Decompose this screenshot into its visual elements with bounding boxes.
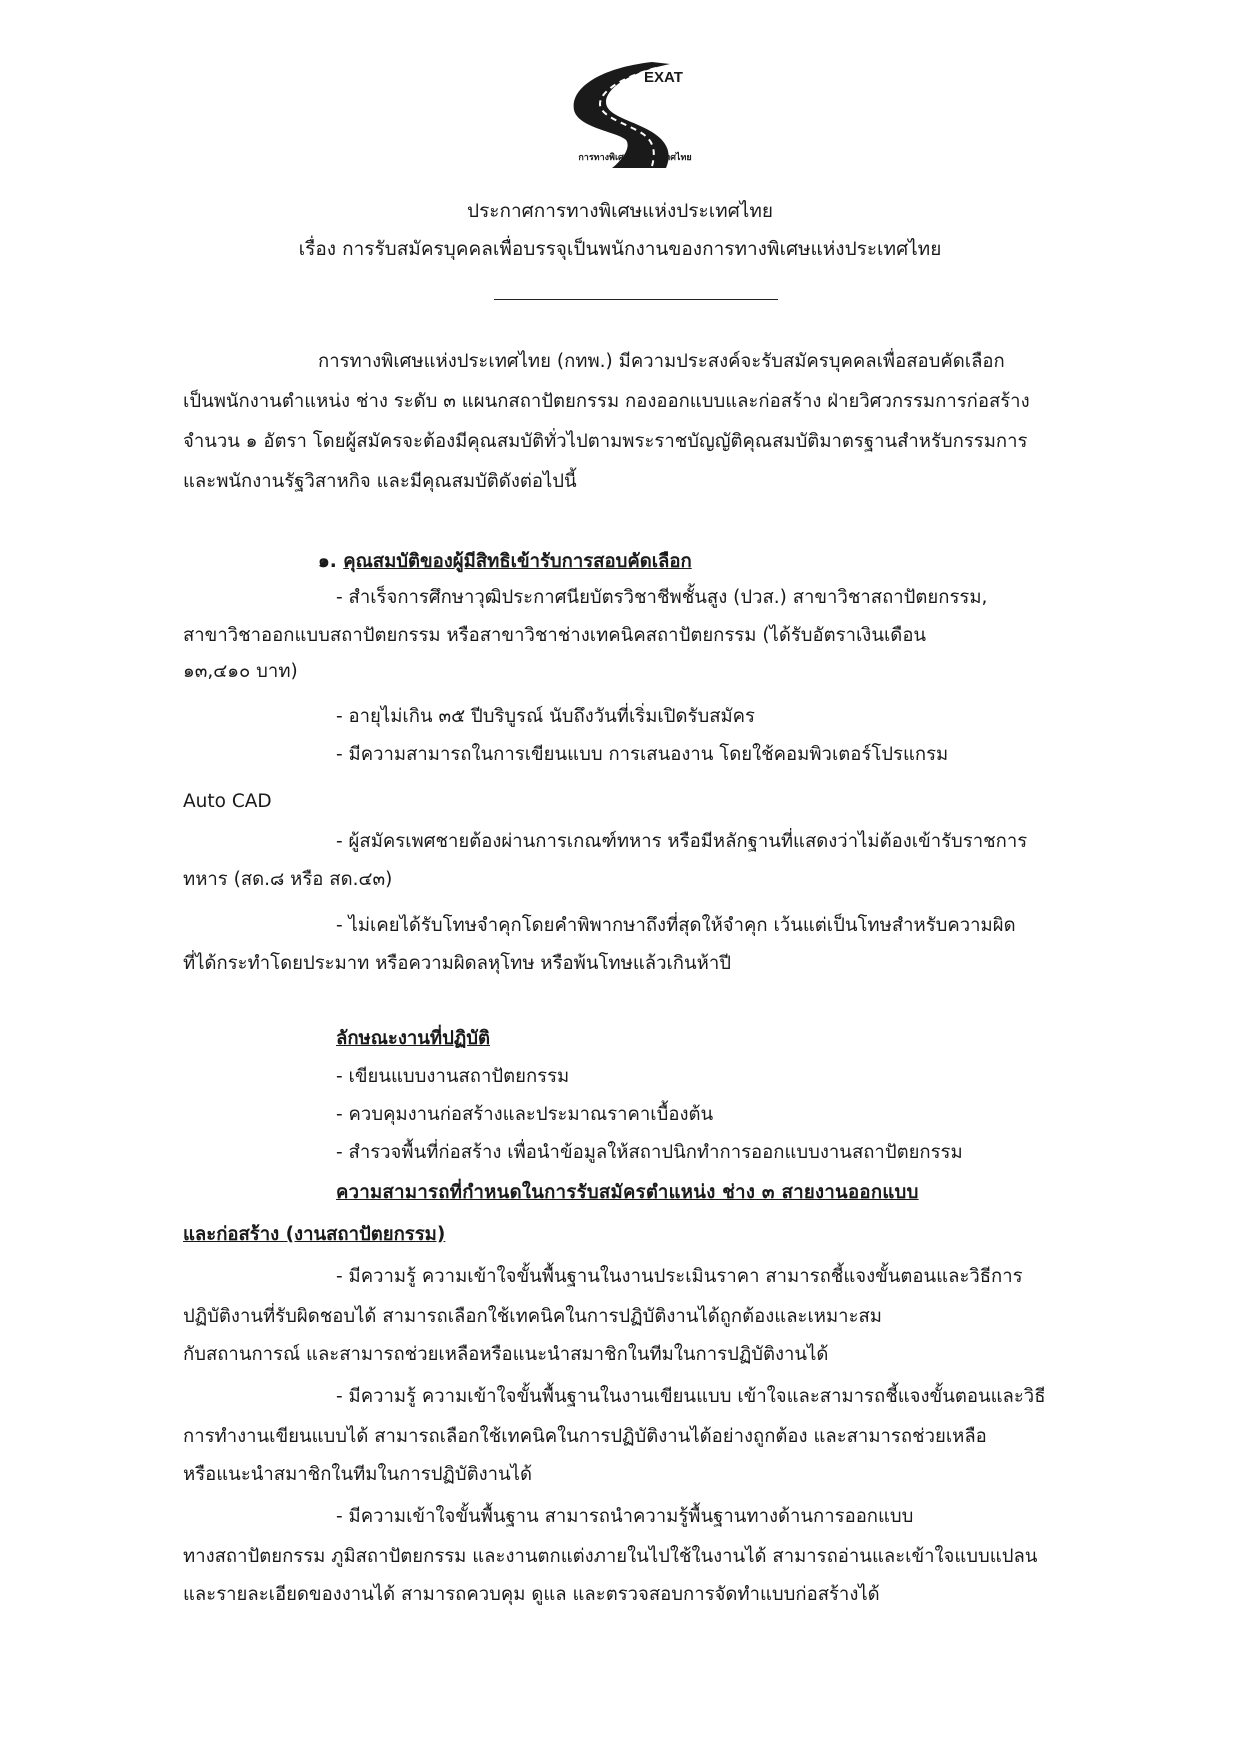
qualification-line: ๑๓,๔๑๐ บาท) <box>183 661 298 682</box>
section-1-title: คุณสมบัติของผู้มีสิทธิเข้ารับการสอบคัดเลือก <box>343 551 692 572</box>
ability-line: - มีความรู้ ความเข้าใจขั้นพื้นฐานในงานเขียนแบบ เข้าใจและสามารถชี้แจงขั้นตอนและวิธี <box>336 1386 1046 1407</box>
ability-line: ปฏิบัติงานที่รับผิดชอบได้ สามารถเลือกใช้เทคนิคในการปฏิบัติงานได้ถูกต้องและเหมาะสม <box>183 1306 882 1327</box>
qualification-line: - อายุไม่เกิน ๓๕ ปีบริบูรณ์ นับถึงวันที่เริ่มเปิดรับสมัคร <box>336 706 755 727</box>
abilities-title: ความสามารถที่กำหนดในการรับสมัครตำแหน่ง ช่าง ๓ สายงานออกแบบ <box>336 1182 919 1203</box>
abilities-title-continued: และก่อสร้าง (งานสถาปัตยกรรม) <box>183 1224 446 1245</box>
ability-line: การทำงานเขียนแบบได้ สามารถเลือกใช้เทคนิคในการปฏิบัติงานได้อย่างถูกต้อง และสามารถช่วยเหลือ <box>183 1426 987 1447</box>
ability-line: และรายละเอียดของงานได้ สามารถควบคุม ดูแล และตรวจสอบการจัดทำแบบก่อสร้างได้ <box>183 1584 880 1605</box>
section-1-number: ๑. <box>318 551 337 572</box>
ability-line: ทางสถาปัตยกรรม ภูมิสถาปัตยกรรม และงานตกแต่งภายในไปใช้ในงานได้ สามารถอ่านและเข้าใจแบบแปลน <box>183 1546 1038 1567</box>
title-divider <box>494 299 778 300</box>
duty-item: - เขียนแบบงานสถาปัตยกรรม <box>336 1066 570 1087</box>
logo-text: EXAT <box>644 69 683 86</box>
ability-line: หรือแนะนำสมาชิกในทีมในการปฏิบัติงานได้ <box>183 1464 532 1485</box>
qualification-line: - สำเร็จการศึกษาวุฒิประกาศนียบัตรวิชาชีพชั้นสูง (ปวส.) สาขาวิชาสถาปัตยกรรม, <box>336 587 988 608</box>
ability-line: - มีความรู้ ความเข้าใจขั้นพื้นฐานในงานประเมินราคา สามารถชี้แจงขั้นตอนและวิธีการ <box>336 1266 1023 1287</box>
announcement-subject: เรื่อง การรับสมัครบุคคลเพื่อบรรจุเป็นพนักงานของการทางพิเศษแห่งประเทศไทย <box>298 238 942 260</box>
duties-title: ลักษณะงานที่ปฏิบัติ <box>336 1028 491 1049</box>
ability-line: กับสถานการณ์ และสามารถช่วยเหลือหรือแนะนำสมาชิกในทีมในการปฏิบัติงานได้ <box>183 1344 829 1365</box>
qualification-line: สาขาวิชาออกแบบสถาปัตยกรรม หรือสาขาวิชาช่างเทคนิคสถาปัตยกรรม (ได้รับอัตราเงินเดือน <box>183 625 927 646</box>
intro-line: เป็นพนักงานตำแหน่ง ช่าง ระดับ ๓ แผนกสถาปัตยกรรม กองออกแบบและก่อสร้าง ฝ่ายวิศวกรรมการก่อสร้าง <box>183 391 1030 412</box>
qualification-line: - ไม่เคยได้รับโทษจำคุกโดยคำพิพากษาถึงที่สุดให้จำคุก เว้นแต่เป็นโทษสำหรับความผิด <box>336 915 1016 936</box>
announcement-title: ประกาศการทางพิเศษแห่งประเทศไทย <box>467 200 773 222</box>
section-1-heading <box>318 545 1240 579</box>
qualification-line: ทหาร (สด.๘ หรือ สด.๔๓) <box>183 869 393 890</box>
intro-line: จำนวน ๑ อัตรา โดยผู้สมัครจะต้องมีคุณสมบัติทั่วไปตามพระราชบัญญัติคุณสมบัติมาตรฐานสำหรับกรรมการ <box>183 431 1028 452</box>
qualification-line: - มีความสามารถในการเขียนแบบ การเสนองาน โดยใช้คอมพิวเตอร์โปรแกรม <box>336 744 949 765</box>
intro-line: การทางพิเศษแห่งประเทศไทย (กทพ.) มีความประสงค์จะรับสมัครบุคคลเพื่อสอบคัดเลือก <box>318 351 1005 372</box>
qualification-line: Auto CAD <box>183 791 272 812</box>
qualification-line: - ผู้สมัครเพศชายต้องผ่านการเกณฑ์ทหาร หรือมีหลักฐานที่แสดงว่าไม่ต้องเข้ารับราชการ <box>336 831 1028 852</box>
ability-line: - มีความเข้าใจขั้นพื้นฐาน สามารถนำความรู้พื้นฐานทางด้านการออกแบบ <box>336 1506 914 1527</box>
duty-item: - ควบคุมงานก่อสร้างและประมาณราคาเบื้องต้น <box>336 1104 714 1125</box>
logo-caption: การทางพิเศษแห่งประเทศไทย <box>578 153 692 163</box>
qualification-line: ที่ได้กระทำโดยประมาท หรือความผิดลหุโทษ หรือพ้นโทษแล้วเกินห้าปี <box>183 953 731 974</box>
duty-item: - สำรวจพื้นที่ก่อสร้าง เพื่อนำข้อมูลให้สถาปนิกทำการออกแบบงานสถาปัตยกรรม <box>336 1142 963 1163</box>
intro-line: และพนักงานรัฐวิสาหกิจ และมีคุณสมบัติดังต่อไปนี้ <box>183 471 577 492</box>
